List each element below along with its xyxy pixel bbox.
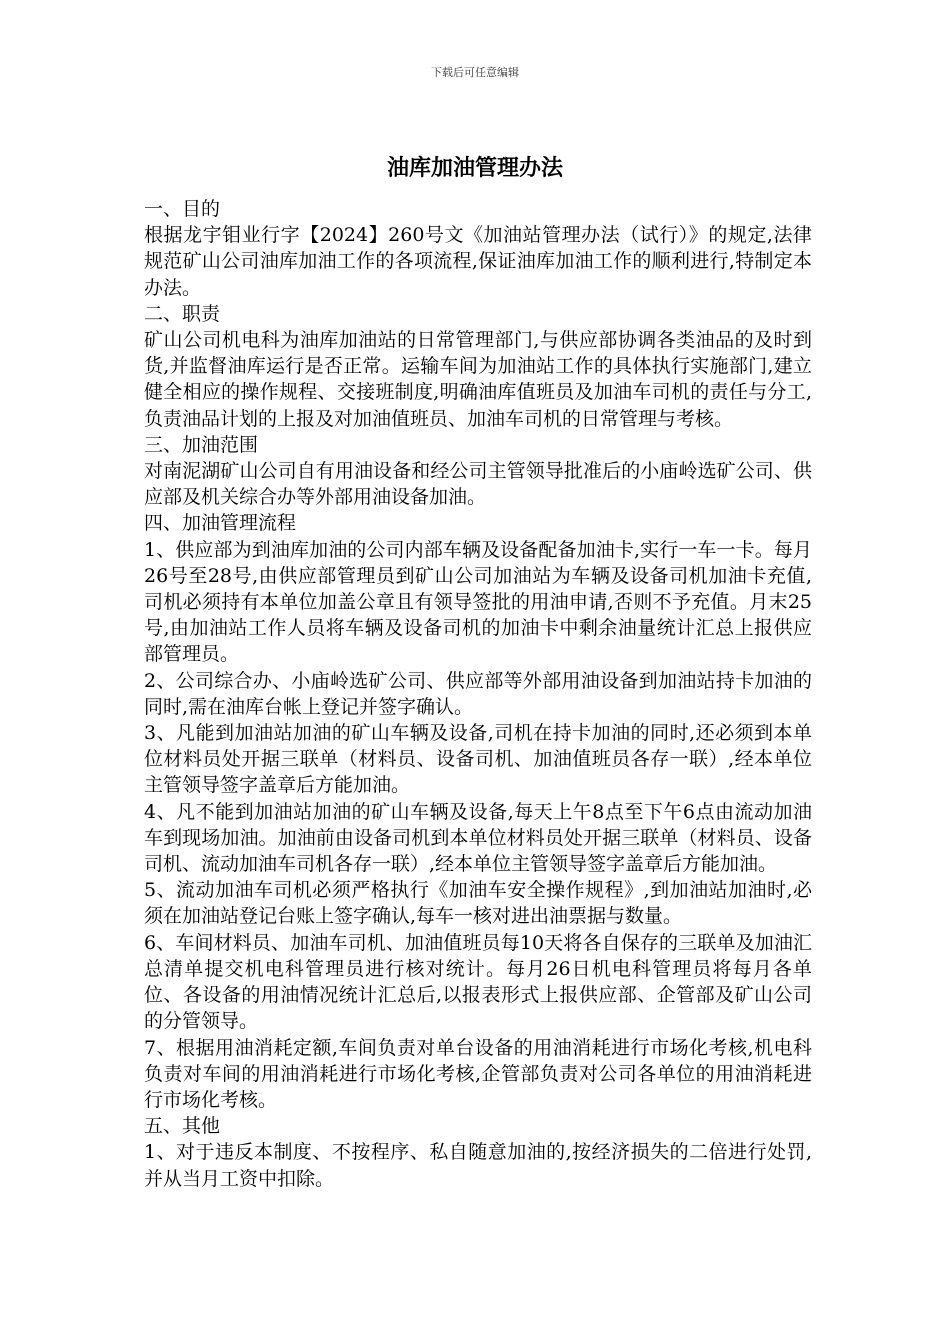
header-note: 下载后可任意编辑 bbox=[431, 66, 519, 79]
paragraph-other-1: 1、对于违反本制度、不按程序、私自随意加油的,按经济损失的二倍进行处罚,并从当月工资中扣除。 bbox=[144, 1141, 812, 1190]
paragraph-process-4: 4、凡不能到加油站加油的矿山车辆及设备,每天上午8点至下午6点由流动加油车到现场加油。加油前由设备司机到本单位材料员处开据三联单（材料员、设备司机、流动加油车司机各存一联）,经本单位主管领导签字盖章后方能加油。 bbox=[144, 800, 812, 876]
paragraph-process-1: 1、供应部为到油库加油的公司内部车辆及设备配备加油卡,实行一车一卡。每月26号至28号,由供应部管理员到矿山公司加油站为车辆及设备司机加油卡充值,司机必须持有本单位加盖公章且有领导签批的用油申请,否则不予充值。月末25号,由加油站工作人员将车辆及设备司机的加油卡中剩余油量统计汇总上报供应部管理员。 bbox=[144, 538, 812, 666]
paragraph-process-5: 5、流动加油车司机必须严格执行《加油车安全操作规程》,到加油站加油时,必须在加油站登记台账上签字确认,每车一核对进出油票据与数量。 bbox=[144, 879, 812, 928]
paragraph-scope: 对南泥湖矿山公司自有用油设备和经公司主管领导批准后的小庙岭选矿公司、供应部及机关综合办等外部用油设备加油。 bbox=[144, 460, 812, 509]
document-body bbox=[144, 196, 812, 1192]
section-heading-scope: 三、加油范围 bbox=[144, 433, 259, 456]
paragraph-purpose: 根据龙宇钼业行字【2024】260号文《加油站管理办法（试行）》的规定,法律规范矿山公司油库加油工作的各项流程,保证油库加油工作的顺利进行,特制定本办法。 bbox=[144, 224, 812, 299]
section-heading-purpose: 一、目的 bbox=[144, 198, 221, 220]
paragraph-process-6: 6、车间材料员、加油车司机、加油值班员每10天将各自保存的三联单及加油汇总清单提交机电科管理员进行核对统计。每月26日机电科管理员将每月各单位、各设备的用油情况统计汇总后,以报表形式上报供应部、企管部及矿山公司的分管领导。 bbox=[144, 931, 812, 1033]
section-heading-duties: 二、职责 bbox=[144, 302, 221, 325]
paragraph-process-7: 7、根据用油消耗定额,车间负责对单台设备的用油消耗进行市场化考核,机电科负责对车间的用油消耗进行市场化考核,企管部负责对公司各单位的用油消耗进行市场化考核。 bbox=[144, 1036, 812, 1111]
paragraph-process-2: 2、公司综合办、小庙岭选矿公司、供应部等外部用油设备到加油站持卡加油的同时,需在油库台帐上登记并签字确认。 bbox=[144, 669, 812, 718]
paragraph-duties: 矿山公司机电科为油库加油站的日常管理部门,与供应部协调各类油品的及时到货,并监督油库运行是否正常。运输车间为加油站工作的具体执行实施部门,建立健全相应的操作规程、交接班制度,明确油库值班员及加油车司机的责任与分工,负责油品计划的上报及对加油值班员、加油车司机的日常管理与考核。 bbox=[144, 329, 812, 430]
paragraph-process-3: 3、凡能到加油站加油的矿山车辆及设备,司机在持卡加油的同时,还必须到本单位材料员处开据三联单（材料员、设备司机、加油值班员各存一联）,经本单位主管领导签字盖章后方能加油。 bbox=[144, 722, 812, 797]
document-title: 油库加油管理办法 bbox=[386, 155, 563, 181]
section-heading-other: 五、其他 bbox=[144, 1115, 221, 1138]
section-heading-process: 四、加油管理流程 bbox=[144, 512, 297, 535]
